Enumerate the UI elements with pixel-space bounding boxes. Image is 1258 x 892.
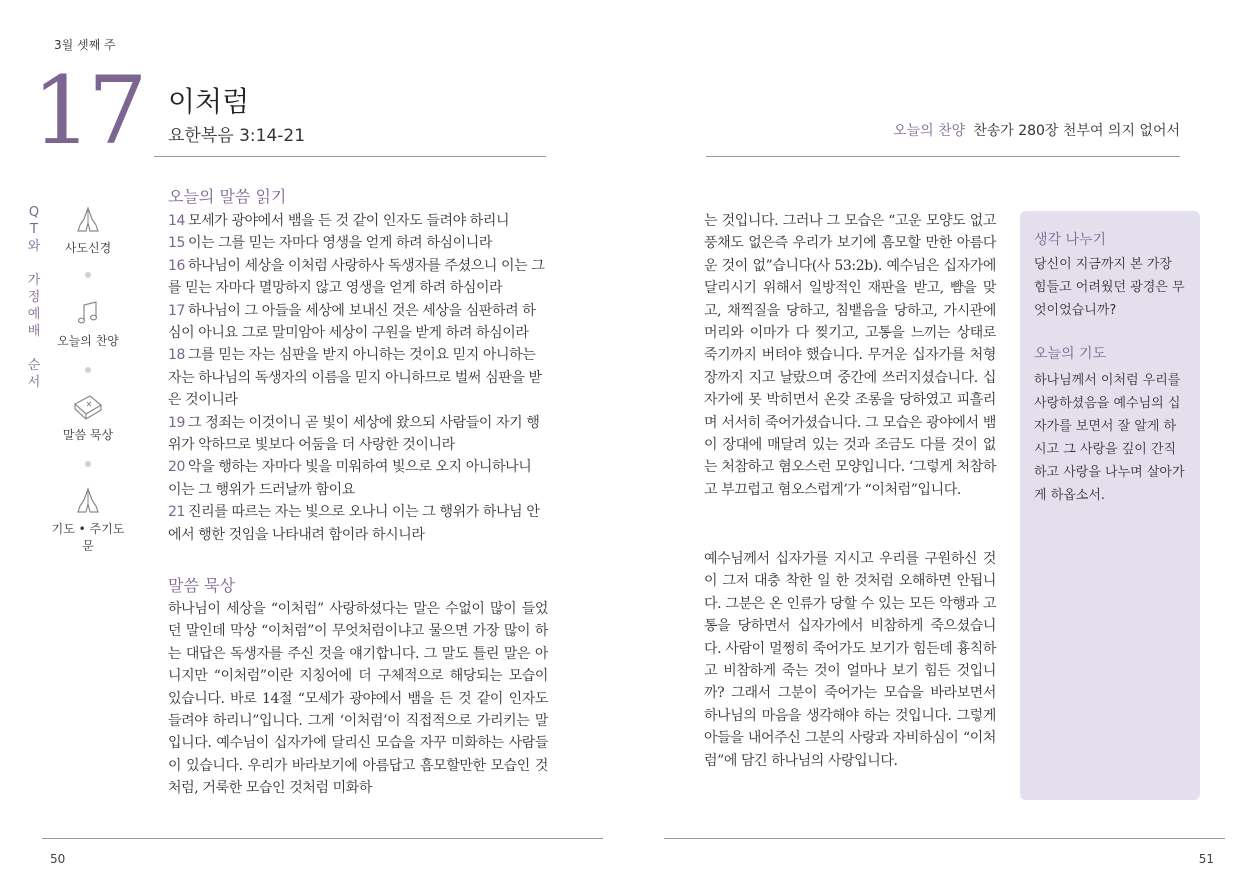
step-dot	[85, 461, 91, 467]
music-note-icon	[73, 298, 103, 328]
scripture-reference: 요한복음 3:14-21	[168, 126, 306, 146]
step-prayer	[48, 486, 128, 554]
praying-hands-icon	[73, 205, 103, 235]
verse-text: 그를 믿는 자는 심판을 받지 아니하는 것이요 믿지 아니하는 자는 하나님의 독생자의 이름을 믿지 아니하므로 벌써 심판을 받은 것이니라	[168, 347, 542, 409]
verse-text: 진리를 따르는 자는 빛으로 오나니 이는 그 행위가 하나님 안에서 행한 것임을 나타내려 함이라 하시니라	[168, 504, 540, 543]
verse-text: 하나님이 그 아들을 세상에 보내신 것은 세상을 심판하려 하심이 아니요 그로 말미암아 세상이 구원을 받게 하려 하심이라	[168, 302, 536, 342]
prayer-heading: 오늘의 기도	[1034, 346, 1107, 362]
verse-text: 모세가 광야에서 뱀을 든 것 같이 인자도 들려야 하리니	[188, 213, 510, 229]
step-label: 사도신경	[64, 241, 112, 255]
meditation-text-left: 하나님이 세상을 “이처럼” 사랑하셨다는 말은 수없이 많이 들었던 말인데 막상 “이처럼”이 무엇처럼이냐고 물으면 가장 많이 하는 대답은 독생자를 주신 것을 얘기합니다. 그 말도 틀린 말은 아니지만 “이처럼”이란 지칭어에 더 구체적으로 해당되는 모습이 있습니다. 바로 14절 “모세가 광야에서 뱀을 든 것 같이 인자도 들려야 하리니”입니다. 그게 ‘이처럼’이 직접적으로 가리키는 말입니다. 예수님이 십자가에 달리신 모습을 자꾸 미화하는 사람들이 있습니다. 우리가 바라보기에 아름답고 흠모할만한 모습인 것처럼, 거룩한 모습인 것처럼 미화하	[168, 601, 548, 797]
share-text: 당신이 지금까지 본 가장 힘들고 어려웠던 광경은 무엇이었습니까?	[1034, 257, 1185, 318]
verse-number: 15	[168, 235, 186, 252]
vertical-char: 와	[27, 239, 41, 254]
vertical-char: 배	[27, 324, 41, 339]
meditation-text-right-1: 는 것입니다. 그러나 그 모습은 “고운 모양도 없고 풍채도 없은즉 우리가 보기에 흠모할 만한 아름다운 것이 없”습니다(사 53:2b). 예수님은 십자가에 달리시기 위해서 일방적인 재판을 받고, 뺨을 맞고, 채찍질을 당하고, 침뱉음을 당하고, 가시관에 머리와 이마가 다 찢기고, 고통을 느끼는 상태로 죽기까지 버텨야 했습니다. 무거운 십자가를 처형장까지 지고 날랐으며 중간에 쓰러지셨습니다. 십자가에 못 박히면서 온갖 조롱을 당하였고 피흘리며 서서히 죽어가셨습니다. 그 모습은 광야에서 뱀이 장대에 매달려 있는 것과 조금도 다를 것이 없는 처참하고 혐오스런 모양입니다. ‘그렇게 처참하고 부끄럽고 혐오스럽게’가 “이처럼”입니다.	[704, 213, 996, 498]
verse-item	[168, 232, 548, 254]
vertical-gap	[27, 340, 41, 357]
verse-number: 21	[168, 504, 186, 521]
step-meditation	[48, 392, 128, 443]
vertical-char: 서	[27, 375, 41, 390]
verse-item	[168, 412, 548, 457]
verse-number: 18	[168, 347, 186, 364]
verse-item	[168, 210, 548, 232]
verse-text: 악을 행하는 자마다 빛을 미워하여 빛으로 오지 아니하나니 이는 그 행위가 드러날까 함이요	[168, 459, 532, 498]
vertical-char: 예	[27, 307, 41, 322]
day-number: 17	[32, 57, 144, 166]
hymn-label: 오늘의 찬양	[893, 123, 966, 139]
step-label: 오늘의 찬양	[57, 334, 119, 348]
verse-number: 16	[168, 257, 186, 274]
hymn-line	[893, 120, 1180, 140]
header-divider-left	[154, 156, 546, 157]
prayer-text: 하나님께서 이처럼 우리를 사랑하셨음을 예수님의 십자가를 보면서 잘 알게 하시고 그 사랑을 깊이 간직하고 사랑을 나누며 살아가게 하옵소서.	[1034, 373, 1185, 503]
verse-item	[168, 300, 548, 345]
praying-hands-icon	[73, 486, 103, 516]
meditation-text-right-2: 예수님께서 십자가를 지시고 우리를 구원하신 것이 그저 대충 착한 일 한 것처럼 오해하면 안됩니다. 그분은 온 인류가 당할 수 있는 모든 악행과 고통을 당하면서 십자가에서 비참하게 죽으셨습니다. 사람이 멀쩡히 죽어가도 보기가 힘든데 흉칙하고 비참하게 죽는 것이 얼마나 보기 힘든 것입니까? 그래서 그분이 죽어가는 모습을 바라보면서 하나님의 마음을 생각해야 하는 것입니다. 그렇게 아들을 내어주신 그분의 사랑과 자비하심이 “이처럼”에 담긴 하나님의 사랑입니다.	[704, 551, 996, 769]
step-dot	[85, 367, 91, 373]
vertical-gap	[27, 255, 41, 272]
verse-item	[168, 344, 548, 411]
vertical-char: 정	[27, 290, 41, 305]
page-title: 이처럼	[168, 85, 250, 118]
verse-number: 19	[168, 414, 186, 431]
verse-item	[168, 255, 548, 300]
meditation-heading: 말씀 묵상	[168, 576, 235, 595]
vertical-label	[27, 204, 41, 391]
footer-divider-left	[42, 838, 603, 839]
verse-number: 20	[168, 459, 186, 476]
share-heading: 생각 나누기	[1034, 232, 1107, 248]
hymn-text: 찬송가 280장 천부여 의지 없어서	[973, 123, 1180, 139]
verse-item	[168, 501, 548, 546]
verse-number: 17	[168, 302, 186, 319]
verse-text: 하나님이 세상을 이처럼 사랑하사 독생자를 주셨으니 이는 그를 믿는 자마다 멸망하지 않고 영생을 얻게 하려 하심이라	[168, 257, 545, 297]
step-apostles-creed	[48, 205, 128, 256]
page-number-right: 51	[1198, 852, 1214, 866]
verse-text: 그 정죄는 이것이니 곧 빛이 세상에 왔으되 사람들이 자기 행위가 악하므로 빛보다 어둠을 더 사랑한 것이니라	[168, 414, 540, 454]
header-divider-right	[706, 156, 1180, 157]
vertical-char: 가	[27, 273, 41, 288]
vertical-char: T	[30, 222, 38, 237]
reading-heading: 오늘의 말씀 읽기	[168, 187, 287, 206]
vertical-char: Q	[28, 205, 40, 220]
bible-icon	[72, 392, 104, 422]
footer-divider-right	[664, 838, 1225, 839]
step-label: 말씀 묵상	[62, 428, 114, 442]
step-hymn	[48, 298, 128, 349]
step-label: 기도 • 주기도문	[51, 522, 125, 553]
verse-list	[168, 210, 548, 546]
verse-text: 이는 그를 믿는 자마다 영생을 얻게 하려 하심이니라	[188, 235, 492, 252]
page-number-left: 50	[50, 852, 66, 866]
verse-item	[168, 456, 548, 501]
step-dot	[85, 272, 91, 278]
vertical-char: 순	[27, 358, 41, 373]
week-label: 3월 셋째 주	[54, 38, 116, 52]
verse-number: 14	[168, 213, 186, 229]
